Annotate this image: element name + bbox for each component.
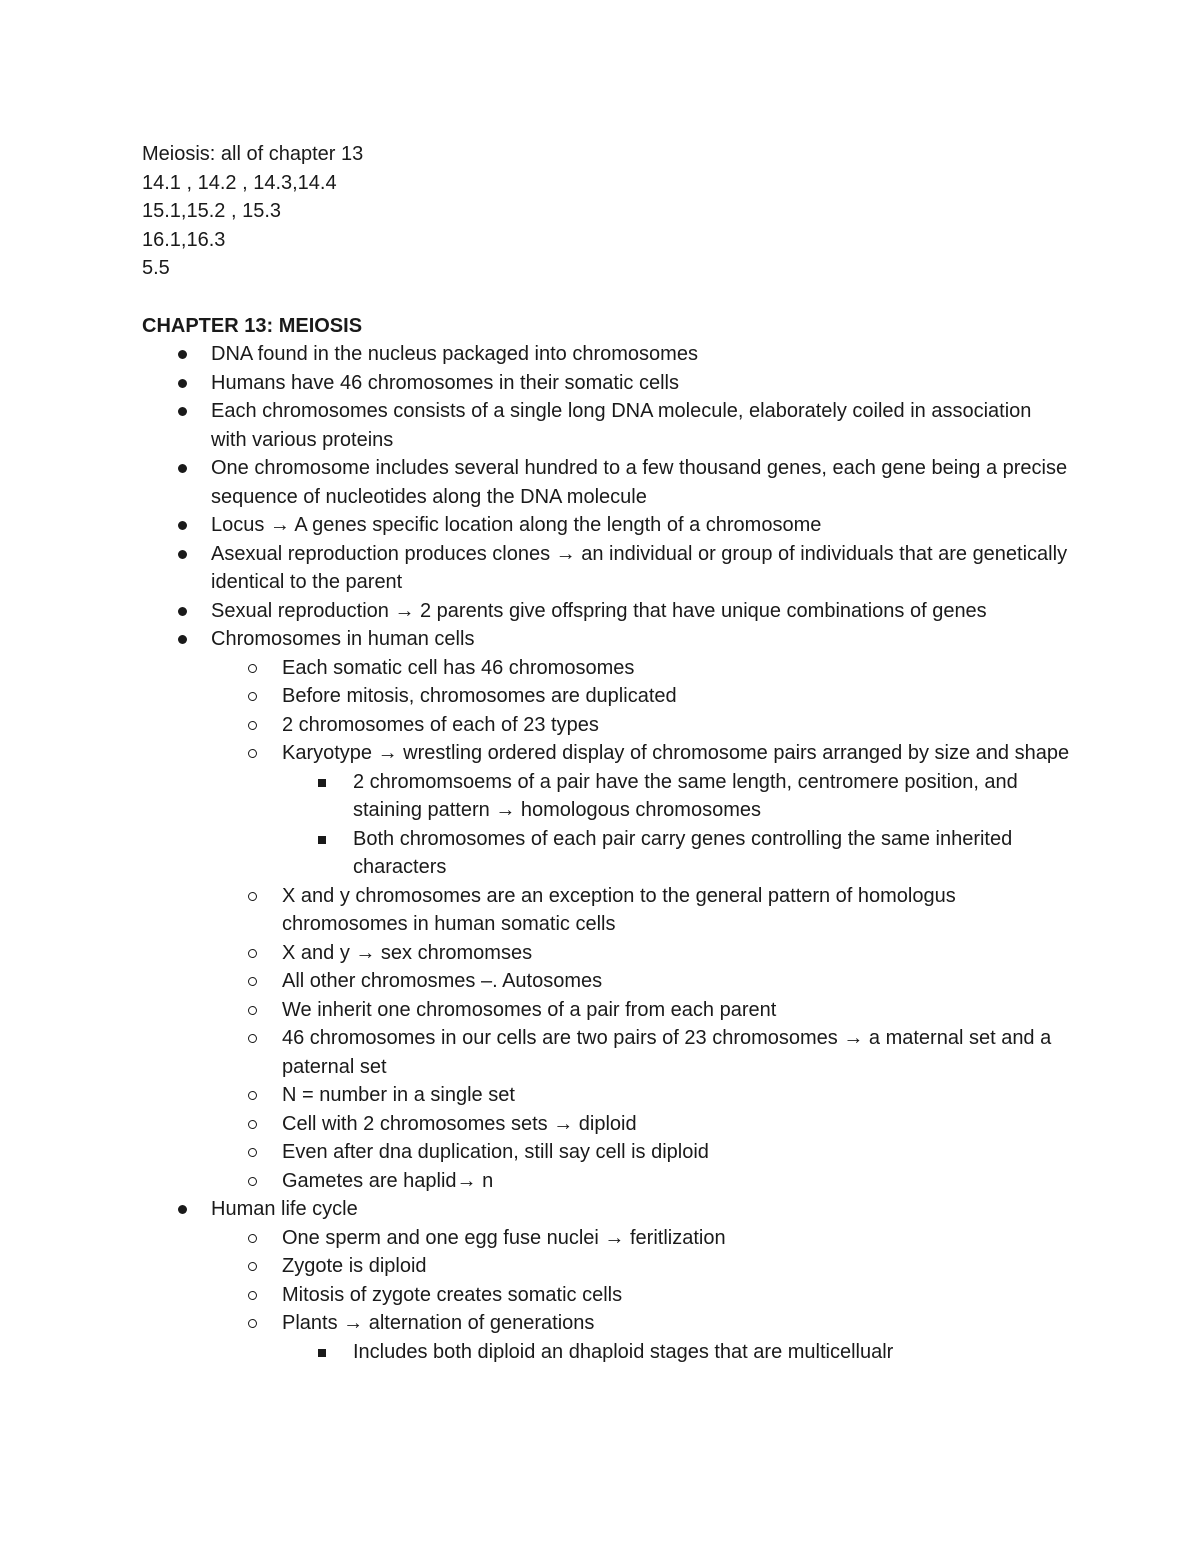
list-item-text: Cell with 2 chromosomes sets → diploid [282, 1112, 637, 1135]
list-item-text: Karyotype → wrestling ordered display of chromosome pairs arranged by size and shape [282, 742, 1070, 764]
hollow-circle-bullet-icon [248, 1148, 257, 1157]
list-item [0, 739, 1200, 768]
list-item-text: One chromosome includes several hundred to a few thousand genes, each gene being a precise sequence of nucleotides along the DNA molecule [211, 457, 1068, 508]
square-bullet-icon [318, 779, 326, 787]
square-bullet-icon [318, 836, 326, 844]
filled-circle-bullet-icon [178, 607, 187, 616]
list-item [0, 654, 1200, 683]
list-item [0, 625, 1200, 654]
list-item [0, 882, 1200, 939]
notes-list [0, 340, 1200, 1366]
list-item [0, 1167, 1200, 1196]
filled-circle-bullet-icon [178, 1205, 187, 1214]
hollow-circle-bullet-icon [248, 1291, 257, 1300]
hollow-circle-bullet-icon [248, 1319, 257, 1328]
list-item [0, 1338, 1200, 1367]
list-item [0, 711, 1200, 740]
list-item-text: X and y → sex chromomses [282, 941, 533, 964]
filled-circle-bullet-icon [178, 550, 187, 559]
list-item [0, 540, 1200, 597]
list-item-text: Gametes are haplid→ n [282, 1169, 494, 1192]
list-item [0, 1138, 1200, 1167]
list-item-text: Includes both diploid an dhaploid stages that are multicellualr [353, 1340, 894, 1363]
hollow-circle-bullet-icon [248, 664, 257, 673]
hollow-circle-bullet-icon [248, 721, 257, 730]
list-item [0, 397, 1200, 454]
list-item [0, 597, 1200, 626]
filled-circle-bullet-icon [178, 464, 187, 473]
list-item [0, 1252, 1200, 1281]
list-item-text: Plants → alternation of generations [282, 1312, 595, 1334]
list-item-text: Each chromosomes consists of a single long DNA molecule, elaborately coiled in association with various proteins [211, 400, 1032, 451]
intro-line: 15.1,15.2 , 15.3 [142, 200, 282, 222]
chapter-heading: CHAPTER 13: MEIOSIS [142, 315, 363, 337]
hollow-circle-bullet-icon [248, 749, 257, 758]
list-item-text: DNA found in the nucleus packaged into chromosomes [211, 343, 698, 365]
list-item-text: One sperm and one egg fuse nuclei → feritlization [282, 1226, 726, 1249]
intro-line: 5.5 [142, 257, 170, 279]
list-item-text: Human life cycle [211, 1198, 358, 1220]
list-item-text: We inherit one chromosomes of a pair from each parent [282, 998, 777, 1021]
list-item-text: 2 chromomsoems of a pair have the same length, centromere position, and staining pattern → homologous chromosomes [353, 770, 1018, 821]
list-item-text: All other chromosmes –. Autosomes [282, 970, 603, 992]
intro-line: 14.1 , 14.2 , 14.3,14.4 [142, 171, 337, 194]
hollow-circle-bullet-icon [248, 1177, 257, 1186]
list-item [0, 1195, 1200, 1224]
list-item-text: Sexual reproduction → 2 parents give offspring that have unique combinations of genes [211, 599, 987, 622]
list-item [0, 1309, 1200, 1338]
filled-circle-bullet-icon [178, 635, 187, 644]
list-item-text: X and y chromosomes are an exception to the general pattern of homologus chromosomes in human somatic cells [282, 884, 956, 935]
list-item-text: Both chromosomes of each pair carry genes controlling the same inherited characters [353, 827, 1013, 878]
hollow-circle-bullet-icon [248, 692, 257, 701]
list-item [0, 825, 1200, 882]
list-item-text: Zygote is diploid [282, 1255, 427, 1277]
hollow-circle-bullet-icon [248, 892, 257, 901]
list-item [0, 369, 1200, 398]
list-item-text: Mitosis of zygote creates somatic cells [282, 1283, 623, 1306]
list-item-text: Chromosomes in human cells [211, 628, 475, 650]
hollow-circle-bullet-icon [248, 977, 257, 986]
list-item [0, 340, 1200, 369]
list-item [0, 682, 1200, 711]
hollow-circle-bullet-icon [248, 1034, 257, 1043]
hollow-circle-bullet-icon [248, 1091, 257, 1100]
hollow-circle-bullet-icon [248, 1262, 257, 1271]
list-item [0, 1024, 1200, 1081]
list-item-text: Locus → A genes specific location along the length of a chromosome [211, 514, 822, 536]
filled-circle-bullet-icon [178, 379, 187, 388]
intro-block [142, 140, 363, 283]
filled-circle-bullet-icon [178, 521, 187, 530]
intro-line: Meiosis: all of chapter 13 [142, 143, 364, 165]
list-item-text: Humans have 46 chromosomes in their somatic cells [211, 371, 679, 394]
square-bullet-icon [318, 1349, 326, 1357]
list-item-text: N = number in a single set [282, 1084, 515, 1106]
list-item [0, 768, 1200, 825]
list-item [0, 1081, 1200, 1110]
list-item [0, 511, 1200, 540]
hollow-circle-bullet-icon [248, 1234, 257, 1243]
intro-line: 16.1,16.3 [142, 228, 226, 251]
hollow-circle-bullet-icon [248, 949, 257, 958]
list-item-text: Each somatic cell has 46 chromosomes [282, 656, 635, 679]
list-item-text: Even after dna duplication, still say cell is diploid [282, 1141, 709, 1163]
list-item [0, 967, 1200, 996]
list-item-text: Asexual reproduction produces clones → an individual or group of individuals that are genetically identical to the parent [211, 542, 1068, 593]
hollow-circle-bullet-icon [248, 1120, 257, 1129]
list-item [0, 1110, 1200, 1139]
list-item-text: 2 chromosomes of each of 23 types [282, 713, 599, 736]
list-item-text: Before mitosis, chromosomes are duplicated [282, 685, 677, 707]
hollow-circle-bullet-icon [248, 1006, 257, 1015]
filled-circle-bullet-icon [178, 350, 187, 359]
list-item [0, 454, 1200, 511]
list-item [0, 1281, 1200, 1310]
list-item-text: 46 chromosomes in our cells are two pairs of 23 chromosomes → a maternal set and a paternal set [282, 1027, 1052, 1078]
list-item [0, 996, 1200, 1025]
list-item [0, 939, 1200, 968]
list-item [0, 1224, 1200, 1253]
filled-circle-bullet-icon [178, 407, 187, 416]
